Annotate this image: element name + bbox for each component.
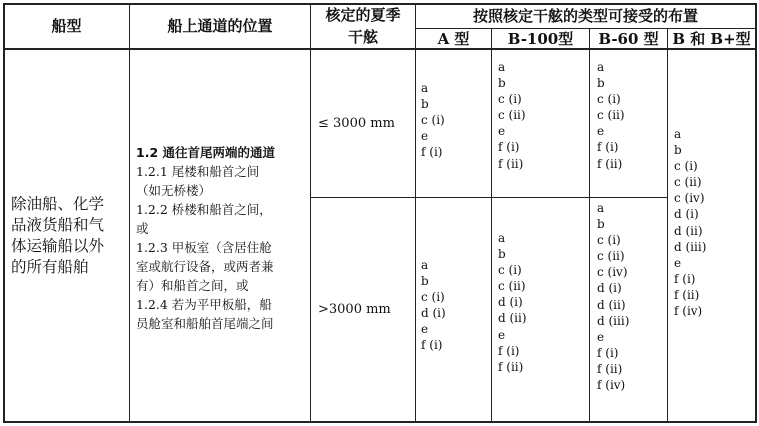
header-arrangements: 按照核定干舷的类型可接受的布置 (472, 7, 698, 25)
arrangement-item: b (674, 143, 682, 158)
arrangement-item: f (iv) (674, 304, 703, 319)
arrangement-item: a (421, 81, 429, 95)
row2-type-a-list (421, 257, 446, 354)
arrangement-item: a (597, 60, 605, 74)
arrangement-item: f (ii) (597, 361, 623, 376)
arrangement-item: c (iv) (674, 191, 705, 206)
arrangement-item: a (597, 201, 605, 215)
position-line: 室或航行设备，或两者兼 (136, 259, 274, 274)
arrangement-item: b (498, 76, 506, 91)
arrangement-item: b (597, 217, 605, 232)
arrangement-item: c (ii) (498, 108, 526, 123)
arrangement-item: d (ii) (498, 311, 527, 326)
rule-col-5 (589, 28, 590, 423)
position-cell (136, 143, 310, 333)
position-line: （如无桥楼） (136, 183, 212, 198)
header-ship-type: 船型 (51, 17, 82, 35)
ship-type-cell (11, 194, 129, 278)
position-line: 1.2.1 尾楼和船首之间 (136, 164, 260, 179)
ship-type-line: 除油船、化学 (11, 195, 105, 213)
arrangement-item: e (498, 124, 506, 139)
arrangement-item: f (ii) (498, 156, 524, 171)
arrangement-item: d (i) (674, 207, 699, 222)
header-type-b: B 和 B+型 (672, 30, 751, 48)
position-line: 1.2.2 桥楼和船首之间， (136, 202, 272, 217)
arrangement-item: a (674, 127, 682, 141)
position-line: 或 (136, 221, 149, 236)
arrangement-item: e (597, 329, 605, 344)
arrangement-item: d (ii) (597, 297, 626, 312)
arrangement-item: f (i) (597, 345, 619, 360)
type-b-list (674, 126, 706, 319)
rule-col-1 (129, 3, 130, 423)
rule-col-6 (667, 28, 668, 423)
arrangement-item: c (i) (498, 92, 522, 107)
header-freeboard-line2: 干舷 (347, 28, 378, 46)
arrangement-item: f (i) (498, 140, 520, 155)
position-line: 1.2.4 若为平甲板船，船 (136, 297, 272, 312)
rule-col-2 (310, 3, 311, 423)
position-line: 有）和船首之间，或 (136, 278, 249, 293)
arrangement-item: c (i) (674, 159, 698, 174)
arrangement-item: c (ii) (597, 108, 625, 123)
arrangement-item: a (498, 60, 506, 74)
rule-col-0 (3, 3, 5, 423)
header-type-b100: B-100型 (507, 30, 574, 48)
arrangement-item: d (i) (597, 281, 622, 296)
freeboard-row2: >3000 mm (318, 302, 391, 317)
arrangement-item: f (ii) (674, 287, 700, 302)
arrangement-item: f (i) (421, 145, 443, 160)
arrangement-item: f (ii) (597, 156, 623, 171)
ship-type-line: 品液货船和气 (11, 216, 105, 234)
arrangement-item: f (iv) (597, 378, 626, 393)
rule-row-split (310, 197, 667, 198)
rule-bottom (3, 421, 756, 423)
arrangement-item: f (i) (597, 140, 619, 155)
arrangement-item: c (ii) (597, 249, 625, 264)
arrangement-item: c (ii) (498, 279, 526, 294)
arrangement-item: b (421, 274, 429, 289)
freeboard-row1: ≤ 3000 mm (318, 116, 395, 131)
arrangement-item: d (iii) (597, 313, 630, 328)
arrangement-item: e (674, 255, 682, 270)
row1-type-b100-list (498, 59, 526, 172)
arrangement-item: e (597, 124, 605, 139)
arrangement-item: c (i) (498, 263, 522, 278)
arrangement-item: b (421, 97, 429, 112)
row1-type-a-list (421, 80, 445, 160)
rule-col-3 (415, 3, 416, 423)
position-line: 1.2.3 甲板室（含居住舱 (136, 240, 272, 255)
position-heading: 1.2 通往首尾两端的通道 (136, 145, 275, 160)
header-position: 船上通道的位置 (167, 17, 273, 35)
row1-type-b60-list (597, 59, 625, 172)
arrangement-item: e (498, 327, 506, 342)
arrangement-item: c (i) (421, 290, 445, 305)
row2-type-b100-list (498, 230, 527, 375)
arrangement-item: a (498, 231, 506, 245)
arrangement-item: f (ii) (498, 359, 524, 374)
row2-type-b60-list (597, 200, 629, 393)
header-type-a: A 型 (437, 30, 470, 48)
arrangement-item: c (iv) (597, 265, 628, 280)
arrangement-item: c (i) (421, 113, 445, 128)
ship-type-line: 体运输船以外 (11, 237, 105, 255)
header-type-b60: B-60 型 (598, 30, 659, 48)
arrangement-item: c (i) (597, 92, 621, 107)
arrangement-item: b (597, 76, 605, 91)
arrangement-item: d (iii) (674, 239, 707, 254)
arrangement-item: a (421, 258, 429, 272)
arrangement-item: d (i) (421, 306, 446, 321)
arrangement-item: c (ii) (674, 175, 702, 190)
arrangement-item: e (421, 129, 429, 144)
arrangement-item: d (i) (498, 295, 523, 310)
header-freeboard-line1: 核定的夏季 (325, 6, 401, 24)
arrangement-item: f (i) (498, 343, 520, 358)
arrangement-item: c (i) (597, 233, 621, 248)
arrangement-item: f (i) (674, 271, 696, 286)
arrangement-item: b (498, 247, 506, 262)
arrangement-item: d (ii) (674, 223, 703, 238)
arrangement-item: e (421, 322, 429, 337)
arrangement-item: f (i) (421, 338, 443, 353)
ship-type-line: 的所有船舶 (11, 258, 89, 276)
rule-col-7 (755, 3, 757, 423)
rule-col-4 (491, 28, 492, 423)
position-line: 员舱室和船舶首尾端之间 (136, 316, 274, 331)
